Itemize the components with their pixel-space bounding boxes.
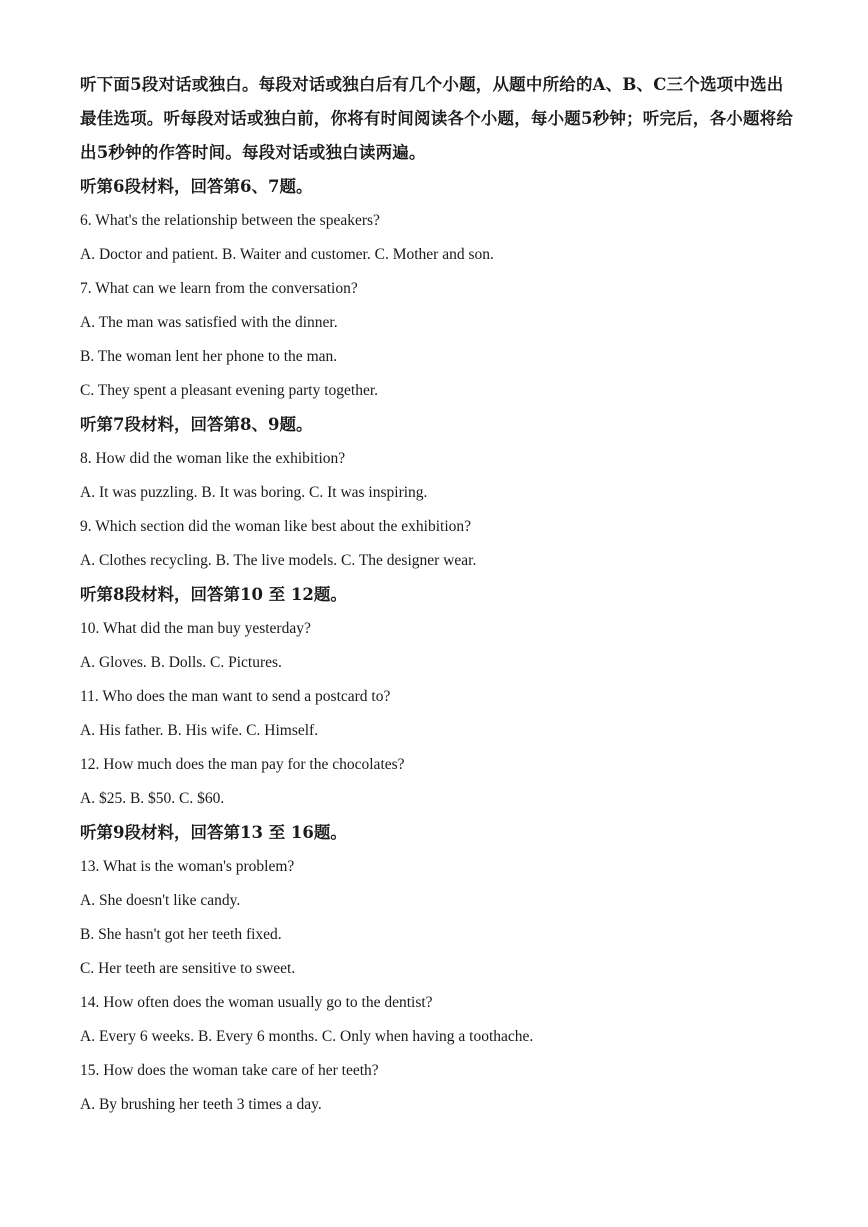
question-11: 11. Who does the man want to send a postcard to? — [80, 688, 391, 705]
option-13b: B. She hasn't got her teeth fixed. — [80, 926, 282, 943]
question-14: 14. How often does the woman usually go to the dentist? — [80, 994, 433, 1011]
option-7b: B. The woman lent her phone to the man. — [80, 348, 338, 365]
section-9 — [80, 816, 800, 1122]
option-13c: C. Her teeth are sensitive to sweet. — [80, 960, 296, 977]
option-7a: A. The man was satisfied with the dinner. — [80, 314, 338, 331]
options-11: A. His father. B. His wife. C. Himself. — [80, 722, 319, 739]
document-page — [80, 68, 800, 1122]
section-6 — [80, 170, 800, 408]
instructions-paragraph: 听下面5段对话或独白。每段对话或独白后有几个小题，从题中所给的A、B、C三个选项中选出最佳选项。听每段对话或独白前，你将有时间阅读各个小题，每小题5秒钟；听完后，各小题将给出5秒钟的作答时间。每段对话或独白读两遍。 — [80, 75, 794, 162]
question-9: 9. Which section did the woman like best about the exhibition? — [80, 518, 472, 535]
question-13: 13. What is the woman's problem? — [80, 858, 295, 875]
options-10: A. Gloves. B. Dolls. C. Pictures. — [80, 654, 282, 671]
section-8 — [80, 578, 800, 816]
option-7c: C. They spent a pleasant evening party together. — [80, 382, 379, 399]
options-8: A. It was puzzling. B. It was boring. C. It was inspiring. — [80, 484, 428, 501]
question-7: 7. What can we learn from the conversation? — [80, 280, 358, 297]
section-heading: 听第7段材料，回答第8、9题。 — [80, 415, 313, 434]
option-15a: A. By brushing her teeth 3 times a day. — [80, 1096, 322, 1113]
options-6: A. Doctor and patient. B. Waiter and customer. C. Mother and son. — [80, 246, 494, 263]
options-12: A. $25. B. $50. C. $60. — [80, 790, 225, 807]
options-9: A. Clothes recycling. B. The live models. C. The designer wear. — [80, 552, 477, 569]
question-10: 10. What did the man buy yesterday? — [80, 620, 311, 637]
section-heading: 听第9段材料，回答第13 至 16题。 — [80, 823, 347, 842]
section-7 — [80, 408, 800, 578]
section-heading: 听第8段材料，回答第10 至 12题。 — [80, 585, 347, 604]
question-6: 6. What's the relationship between the speakers? — [80, 212, 380, 229]
option-13a: A. She doesn't like candy. — [80, 892, 241, 909]
question-12: 12. How much does the man pay for the chocolates? — [80, 756, 405, 773]
options-14: A. Every 6 weeks. B. Every 6 months. C. Only when having a toothache. — [80, 1028, 534, 1045]
question-15: 15. How does the woman take care of her teeth? — [80, 1062, 379, 1079]
section-heading: 听第6段材料，回答第6、7题。 — [80, 177, 313, 196]
question-8: 8. How did the woman like the exhibition? — [80, 450, 346, 467]
